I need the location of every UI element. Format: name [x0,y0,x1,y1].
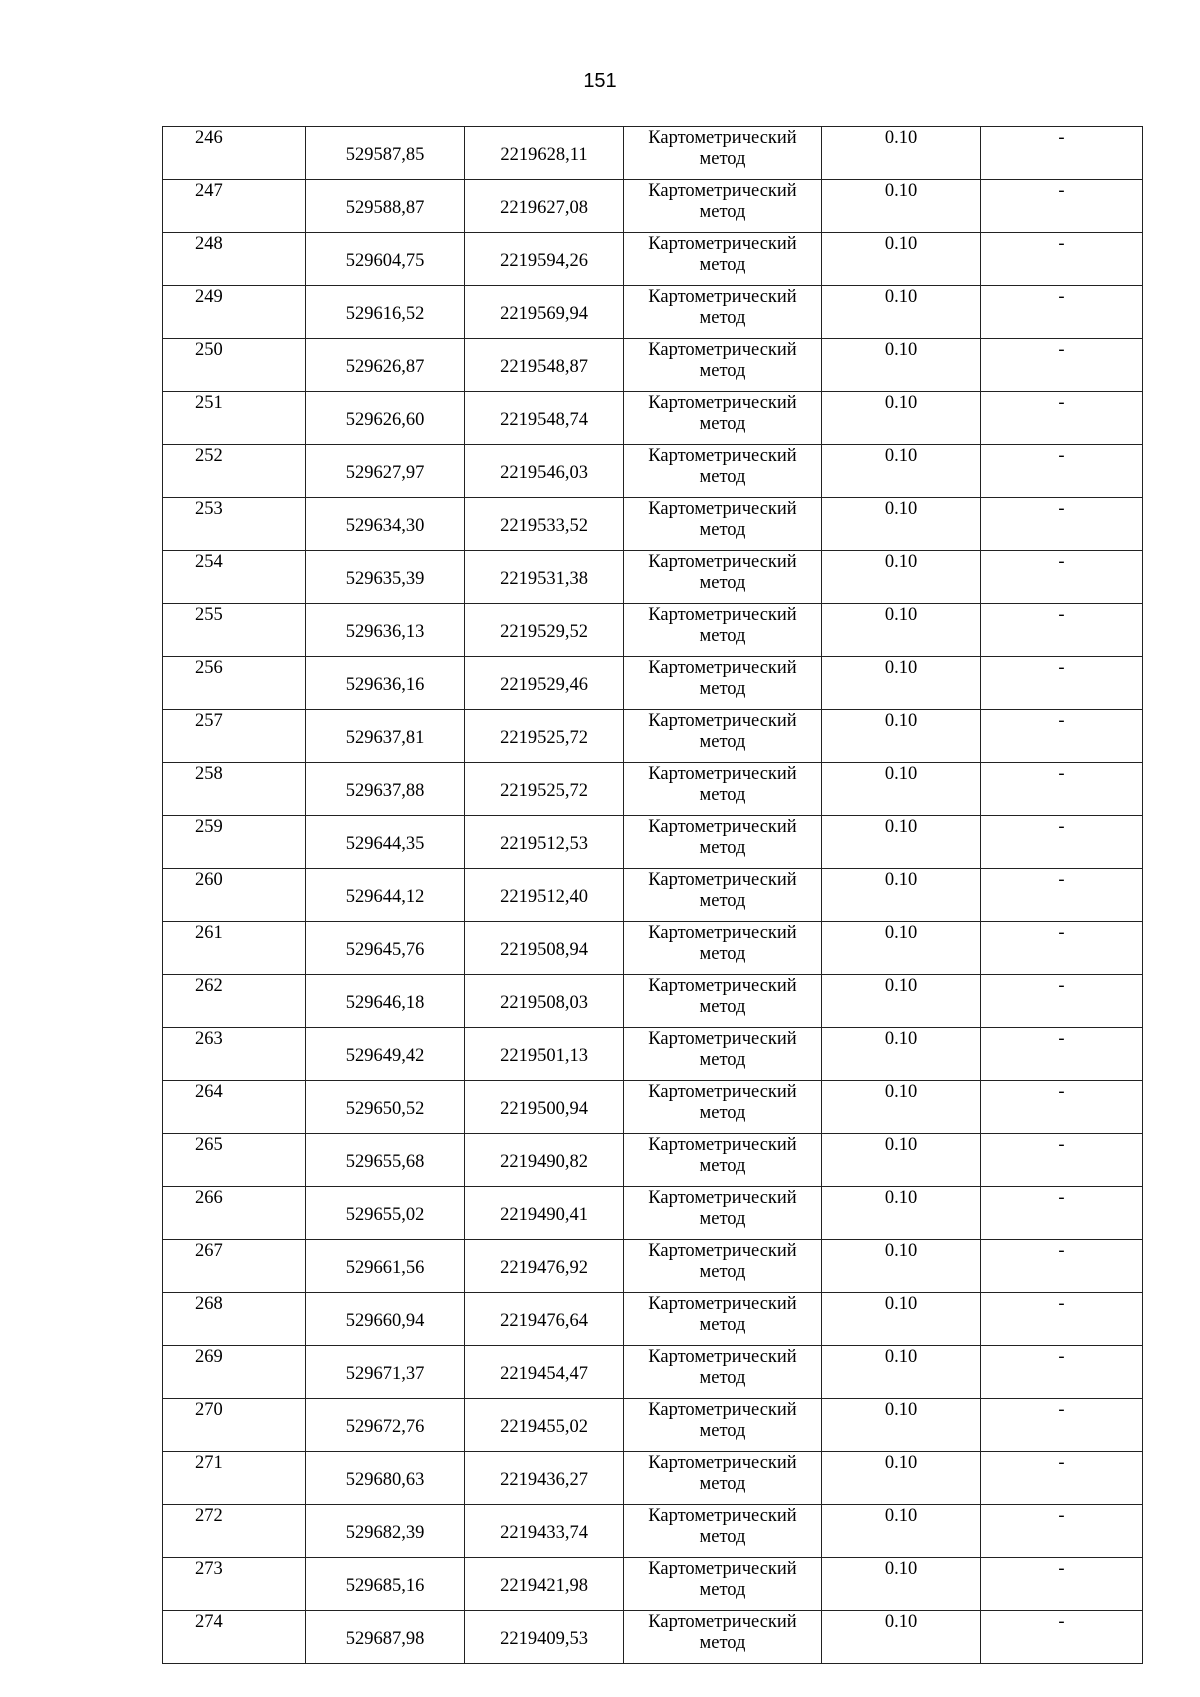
x-coordinate-cell: 529637,81 [306,710,465,763]
point-number-cell: 251 [163,392,306,445]
accuracy-cell: 0.10 [822,604,981,657]
table-row [163,1240,1143,1293]
table-row [163,180,1143,233]
table-row [163,657,1143,710]
method-cell: Картометрический метод [624,1611,822,1664]
x-coordinate-cell: 529644,12 [306,869,465,922]
method-cell: Картометрический метод [624,763,822,816]
y-coordinate-cell: 2219508,03 [465,975,624,1028]
point-number-cell: 253 [163,498,306,551]
x-coordinate-cell: 529634,30 [306,498,465,551]
y-coordinate-cell: 2219490,82 [465,1134,624,1187]
method-cell: Картометрический метод [624,922,822,975]
accuracy-cell: 0.10 [822,763,981,816]
table-row [163,498,1143,551]
description-cell: - [981,1452,1143,1505]
accuracy-cell: 0.10 [822,1134,981,1187]
method-cell: Картометрический метод [624,1240,822,1293]
table-row [163,1187,1143,1240]
point-number-cell: 257 [163,710,306,763]
y-coordinate-cell: 2219476,92 [465,1240,624,1293]
point-number-cell: 246 [163,127,306,180]
x-coordinate-cell: 529637,88 [306,763,465,816]
x-coordinate-cell: 529655,02 [306,1187,465,1240]
point-number-cell: 261 [163,922,306,975]
point-number-cell: 259 [163,816,306,869]
y-coordinate-cell: 2219454,47 [465,1346,624,1399]
method-cell: Картометрический метод [624,710,822,763]
y-coordinate-cell: 2219531,38 [465,551,624,604]
table-row [163,339,1143,392]
description-cell: - [981,1505,1143,1558]
point-number-cell: 273 [163,1558,306,1611]
page-number: 151 [583,70,617,92]
method-cell: Картометрический метод [624,551,822,604]
x-coordinate-cell: 529661,56 [306,1240,465,1293]
method-cell: Картометрический метод [624,445,822,498]
x-coordinate-cell: 529635,39 [306,551,465,604]
table-row [163,1558,1143,1611]
description-cell: - [981,710,1143,763]
y-coordinate-cell: 2219594,26 [465,233,624,286]
y-coordinate-cell: 2219627,08 [465,180,624,233]
y-coordinate-cell: 2219548,87 [465,339,624,392]
accuracy-cell: 0.10 [822,233,981,286]
accuracy-cell: 0.10 [822,392,981,445]
description-cell: - [981,1187,1143,1240]
description-cell: - [981,657,1143,710]
x-coordinate-cell: 529604,75 [306,233,465,286]
table-row [163,127,1143,180]
x-coordinate-cell: 529685,16 [306,1558,465,1611]
method-cell: Картометрический метод [624,286,822,339]
method-cell: Картометрический метод [624,1081,822,1134]
x-coordinate-cell: 529645,76 [306,922,465,975]
x-coordinate-cell: 529644,35 [306,816,465,869]
y-coordinate-cell: 2219500,94 [465,1081,624,1134]
point-number-cell: 265 [163,1134,306,1187]
x-coordinate-cell: 529649,42 [306,1028,465,1081]
coordinates-table [162,126,1143,1664]
table-row [163,604,1143,657]
method-cell: Картометрический метод [624,1346,822,1399]
description-cell: - [981,604,1143,657]
x-coordinate-cell: 529650,52 [306,1081,465,1134]
x-coordinate-cell: 529636,16 [306,657,465,710]
accuracy-cell: 0.10 [822,551,981,604]
table-row [163,1134,1143,1187]
y-coordinate-cell: 2219421,98 [465,1558,624,1611]
accuracy-cell: 0.10 [822,1611,981,1664]
table-row [163,1399,1143,1452]
description-cell: - [981,1028,1143,1081]
point-number-cell: 260 [163,869,306,922]
accuracy-cell: 0.10 [822,975,981,1028]
x-coordinate-cell: 529636,13 [306,604,465,657]
table-row [163,763,1143,816]
x-coordinate-cell: 529682,39 [306,1505,465,1558]
description-cell: - [981,233,1143,286]
point-number-cell: 266 [163,1187,306,1240]
y-coordinate-cell: 2219436,27 [465,1452,624,1505]
method-cell: Картометрический метод [624,1558,822,1611]
method-cell: Картометрический метод [624,1028,822,1081]
y-coordinate-cell: 2219433,74 [465,1505,624,1558]
y-coordinate-cell: 2219455,02 [465,1399,624,1452]
accuracy-cell: 0.10 [822,1505,981,1558]
method-cell: Картометрический метод [624,869,822,922]
table-row [163,286,1143,339]
description-cell: - [981,816,1143,869]
table-row [163,233,1143,286]
x-coordinate-cell: 529671,37 [306,1346,465,1399]
method-cell: Картометрический метод [624,1452,822,1505]
description-cell: - [981,1240,1143,1293]
method-cell: Картометрический метод [624,339,822,392]
point-number-cell: 255 [163,604,306,657]
y-coordinate-cell: 2219476,64 [465,1293,624,1346]
point-number-cell: 271 [163,1452,306,1505]
description-cell: - [981,392,1143,445]
x-coordinate-cell: 529626,60 [306,392,465,445]
point-number-cell: 268 [163,1293,306,1346]
y-coordinate-cell: 2219508,94 [465,922,624,975]
description-cell: - [981,1611,1143,1664]
point-number-cell: 267 [163,1240,306,1293]
point-number-cell: 272 [163,1505,306,1558]
y-coordinate-cell: 2219501,13 [465,1028,624,1081]
accuracy-cell: 0.10 [822,286,981,339]
x-coordinate-cell: 529660,94 [306,1293,465,1346]
accuracy-cell: 0.10 [822,657,981,710]
description-cell: - [981,1346,1143,1399]
method-cell: Картометрический метод [624,180,822,233]
description-cell: - [981,763,1143,816]
point-number-cell: 263 [163,1028,306,1081]
point-number-cell: 247 [163,180,306,233]
point-number-cell: 249 [163,286,306,339]
x-coordinate-cell: 529672,76 [306,1399,465,1452]
point-number-cell: 248 [163,233,306,286]
description-cell: - [981,498,1143,551]
y-coordinate-cell: 2219546,03 [465,445,624,498]
point-number-cell: 256 [163,657,306,710]
table-row [163,551,1143,604]
y-coordinate-cell: 2219512,53 [465,816,624,869]
description-cell: - [981,286,1143,339]
description-cell: - [981,975,1143,1028]
accuracy-cell: 0.10 [822,1293,981,1346]
description-cell: - [981,1399,1143,1452]
method-cell: Картометрический метод [624,392,822,445]
y-coordinate-cell: 2219529,52 [465,604,624,657]
method-cell: Картометрический метод [624,498,822,551]
point-number-cell: 264 [163,1081,306,1134]
x-coordinate-cell: 529680,63 [306,1452,465,1505]
description-cell: - [981,1558,1143,1611]
y-coordinate-cell: 2219628,11 [465,127,624,180]
point-number-cell: 262 [163,975,306,1028]
point-number-cell: 254 [163,551,306,604]
table-row [163,1505,1143,1558]
accuracy-cell: 0.10 [822,498,981,551]
description-cell: - [981,551,1143,604]
table-row [163,1611,1143,1664]
point-number-cell: 269 [163,1346,306,1399]
accuracy-cell: 0.10 [822,1399,981,1452]
accuracy-cell: 0.10 [822,1081,981,1134]
table-row [163,869,1143,922]
y-coordinate-cell: 2219409,53 [465,1611,624,1664]
table-row [163,445,1143,498]
table-row [163,816,1143,869]
y-coordinate-cell: 2219529,46 [465,657,624,710]
y-coordinate-cell: 2219569,94 [465,286,624,339]
table-body [163,127,1143,1664]
description-cell: - [981,869,1143,922]
method-cell: Картометрический метод [624,1134,822,1187]
accuracy-cell: 0.10 [822,339,981,392]
table-row [163,1346,1143,1399]
description-cell: - [981,339,1143,392]
x-coordinate-cell: 529626,87 [306,339,465,392]
accuracy-cell: 0.10 [822,1558,981,1611]
description-cell: - [981,1081,1143,1134]
accuracy-cell: 0.10 [822,180,981,233]
method-cell: Картометрический метод [624,657,822,710]
x-coordinate-cell: 529587,85 [306,127,465,180]
method-cell: Картометрический метод [624,975,822,1028]
x-coordinate-cell: 529687,98 [306,1611,465,1664]
table-row [163,710,1143,763]
x-coordinate-cell: 529655,68 [306,1134,465,1187]
method-cell: Картометрический метод [624,1187,822,1240]
accuracy-cell: 0.10 [822,1028,981,1081]
table-row [163,975,1143,1028]
accuracy-cell: 0.10 [822,816,981,869]
y-coordinate-cell: 2219525,72 [465,710,624,763]
x-coordinate-cell: 529588,87 [306,180,465,233]
accuracy-cell: 0.10 [822,1346,981,1399]
y-coordinate-cell: 2219525,72 [465,763,624,816]
description-cell: - [981,180,1143,233]
method-cell: Картометрический метод [624,233,822,286]
table-row [163,1293,1143,1346]
x-coordinate-cell: 529627,97 [306,445,465,498]
table-row [163,922,1143,975]
accuracy-cell: 0.10 [822,445,981,498]
table-row [163,1452,1143,1505]
point-number-cell: 252 [163,445,306,498]
accuracy-cell: 0.10 [822,922,981,975]
method-cell: Картометрический метод [624,816,822,869]
accuracy-cell: 0.10 [822,710,981,763]
accuracy-cell: 0.10 [822,869,981,922]
y-coordinate-cell: 2219548,74 [465,392,624,445]
point-number-cell: 274 [163,1611,306,1664]
method-cell: Картометрический метод [624,1293,822,1346]
description-cell: - [981,1293,1143,1346]
x-coordinate-cell: 529616,52 [306,286,465,339]
method-cell: Картометрический метод [624,1399,822,1452]
method-cell: Картометрический метод [624,1505,822,1558]
accuracy-cell: 0.10 [822,127,981,180]
method-cell: Картометрический метод [624,127,822,180]
accuracy-cell: 0.10 [822,1187,981,1240]
table-row [163,1028,1143,1081]
table-row [163,1081,1143,1134]
description-cell: - [981,127,1143,180]
description-cell: - [981,1134,1143,1187]
point-number-cell: 250 [163,339,306,392]
accuracy-cell: 0.10 [822,1240,981,1293]
x-coordinate-cell: 529646,18 [306,975,465,1028]
table-row [163,392,1143,445]
y-coordinate-cell: 2219490,41 [465,1187,624,1240]
point-number-cell: 270 [163,1399,306,1452]
description-cell: - [981,922,1143,975]
y-coordinate-cell: 2219533,52 [465,498,624,551]
description-cell: - [981,445,1143,498]
accuracy-cell: 0.10 [822,1452,981,1505]
y-coordinate-cell: 2219512,40 [465,869,624,922]
method-cell: Картометрический метод [624,604,822,657]
point-number-cell: 258 [163,763,306,816]
